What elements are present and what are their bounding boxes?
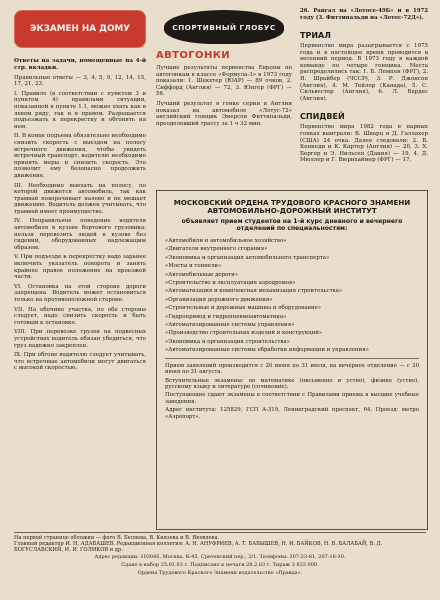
exam-at-home-badge: ЭКЗАМЕН НА ДОМУ [14, 10, 146, 48]
address-line: Адрес редакции: 103045, Москва, К-45, Сретенский пер., 2/1. Телефоны: 207-23-81, 207-16-30. [94, 554, 346, 560]
sport-globe-badge: СПОРТИВНЫЙ ГЛОБУС [164, 10, 284, 44]
specialty-item: «Мосты и тоннели» [165, 263, 222, 270]
cover-caption: На первой странице обложки — фото В. Беляева, В. Князева и В. Яковлева. [14, 535, 220, 541]
other-text: Поступающие сдают экзамены в соответствии с Правилами приема в высшие учебные заведения. [165, 392, 419, 405]
ad-title: МОСКОВСКИЙ ОРДЕНА ТРУДОВОГО КРАСНОГО ЗНАМЕНИ АВТОМОБИЛЬНО-ДОРОЖНЫЙ ИНСТИТУТ [173, 198, 411, 215]
editorial-credits: Главный редактор И. Н. АДАБАШЕВ. Редакционная коллегия: А. Н. АНУФРИЕВ, А. Т. БАБЫШЕВ, Н. И. БАЙКОВ, Н. В. БАЛАБАЙ, В. Д. БОГУСЛАВСКИЙ, И. И. ГОЛИКОВ и др. [14, 541, 383, 553]
left-paragraph: Правильные ответы — 3, 4, 5, 9, 12, 14, 15, 17, 21, 23. [14, 74, 146, 88]
right-top-text: 26. Рангал на «Лотосе-49Б» и в 1972 году (3. Фиттипальди на «Лотос-72Д»). [300, 8, 428, 21]
specialty-item: «Организация дорожного движения» [165, 296, 273, 303]
trial-text: Первенство мира разыгрывается с 1975 года и в настоящее время проводится в весенний период. В 1973 году в каждой команде по четыре гонщика. Места распределились так: 1. Б. Лемпен (ФРГ), 2. Я. Шрайбер (ЧССР), 3. Р. Джонсон (Англия), 4. М. Тейлор (Канада), 5. С. Сильвестер (Англия), 6. Л. Вардес (Англия). [300, 43, 428, 102]
middle-body [156, 65, 292, 127]
admission-text: Прием заявлений производится с 20 июня по 31 июля, на вечернее отделение — с 20 июня по 31 августа. [165, 362, 419, 376]
specialty-item: «Автоматизированные системы обработки информации и управления» [165, 347, 369, 354]
left-paragraph: I. Правило (в соответствии с пунктом 3 и пунктом 4) правилами ситуации, показанной в пункте 1.1, можно ехать как в левом ряду, так и в правом. Разрешается подъезжать к перекрестку и обгонять на нем. [14, 90, 146, 130]
speedway-title: СПИДВЕЙ [300, 112, 345, 122]
publisher-line: Ордена Трудового Красного Знамени издательство «Правда». [137, 569, 303, 576]
bottom-credits [14, 532, 426, 578]
left-paragraph: IX. При обгоне водителю следует учитывать, что встречные автомобили могут двигаться с высокой скоростью. [14, 352, 146, 372]
left-paragraph: VIII. При перевозке грузов на подвесных устройствах водитель обязан убедиться, что груз надежно закреплен. [14, 329, 146, 349]
specialty-item: «Автоматизация и комплексная механизация строительства» [165, 288, 343, 295]
speedway-text: Первенство мира 1982 года в парных гонках выиграли: В. Шварц и Д. Галлахер (США) 24 очка. Далее следовали: 2. Б. Кеннеди и К. Картер (Англия) — 20, 3. Х. Бергер и Э. Нильсен (Дания) — 19, 4. Д. Мюллер и Г. Вюрнхаймер (ФРГ) — 17. [300, 124, 428, 164]
left-intro: Ответы на задачи, помещенные на 4-й стр. вкладки. [14, 58, 146, 71]
specialty-item: «Экономика и организация автомобильного транспорта» [165, 254, 330, 261]
specialty-item: «Автоматизированные системы управления» [165, 322, 295, 329]
specialty-item: «Строительные и дорожные машины и оборудование» [165, 305, 322, 312]
specialty-item: «Производство строительных изделий и конструкций» [165, 330, 323, 337]
left-column [14, 10, 146, 375]
ad-divider [165, 358, 419, 359]
exams-text: Вступительные экзамены: по математике (письменно и устно), физике (устно), русскому языку и литературе (сочинение). [165, 377, 419, 390]
autoraces-title: АВТОГОНКИ [156, 50, 231, 61]
left-body [14, 75, 146, 372]
institute-ad [156, 190, 428, 530]
middle-column [156, 10, 292, 130]
left-paragraph: VII. На обочине участка, по обе стороны следует, надо снизить скорость и быть готовым к остановке. [14, 306, 146, 326]
specialty-item: «Двигатели внутреннего сгорания» [165, 246, 268, 253]
contact-text: Адрес института: 125829, ГСП А-319, Ленинградский проспект, 64. Проезд: метро «Аэропорт». [165, 407, 419, 420]
left-paragraph: V. При подъезде к перекрестку надо заранее включить указатель поворота и занять крайнее правое положение на проезжей части. [14, 254, 146, 281]
left-paragraph: II. В конце подъема обязательно необходимо снизить скорость с выездом на полосу встречного движения, чтобы увидеть встречный транспорт, водителю необходимо принять меры и снизить скорость. Это позволит ему безопасно продолжить движение. [14, 133, 146, 179]
specialty-item: «Автомобильные дороги» [165, 271, 239, 278]
specialty-item: «Гидропривод и гидропневмоавтоматика» [165, 313, 287, 320]
left-paragraph: IV. Неправильное поведение водителя автомобиля в кузове бортового грузовика: нельзя перевозить людей в кузове без сидений, оборудованных надлежащим образом. [14, 218, 146, 251]
ad-subtitle: объявляет прием студентов на 1-й курс дневного и вечернего отделений по специальностям: [181, 218, 403, 232]
specialty-item: «Экономика и организация строительства» [165, 338, 290, 345]
middle-paragraph: Лучший результат в гонке серии в Англии показал на автомобиле «Лотус-72» английский гонщик Эмерсон Фиттипальди, преодолевший трассу за 1 ч 32 мин. [156, 100, 292, 127]
right-column [300, 8, 428, 167]
specialty-item: «Строительство и эксплуатация аэродромов» [165, 280, 296, 287]
specialties-list [165, 238, 419, 420]
left-paragraph: III. Необходимо выехать на полосу, по которой движется автомобиль, так как трамвай поворачивает налево и не мешает движению. Водитель должен учитывать, что трамвай имеет преимущество. [14, 182, 146, 215]
trial-title: ТРИАЛ [300, 31, 331, 40]
left-paragraph: VI. Остановка на этой стороне дороги запрещена. Водитель может остановиться только на противоположной стороне. [14, 283, 146, 303]
specialty-item: «Автомобили и автомобильное хозяйство» [165, 238, 287, 244]
print-line: Сдано в набор 25.01.83 г. Подписано к печати 28.2.83 г. Тираж 3 833 000. [121, 561, 319, 568]
middle-paragraph: Лучшие результаты первенства Европы по автогонкам в классе «Формула-3» в 1973 году показали: 1. Шекхтер (ЮАР) — 89 очков, 2. Сиффорд (Англия) — 72, 3. Юнгер (ФРГ) — 56. [156, 65, 292, 98]
